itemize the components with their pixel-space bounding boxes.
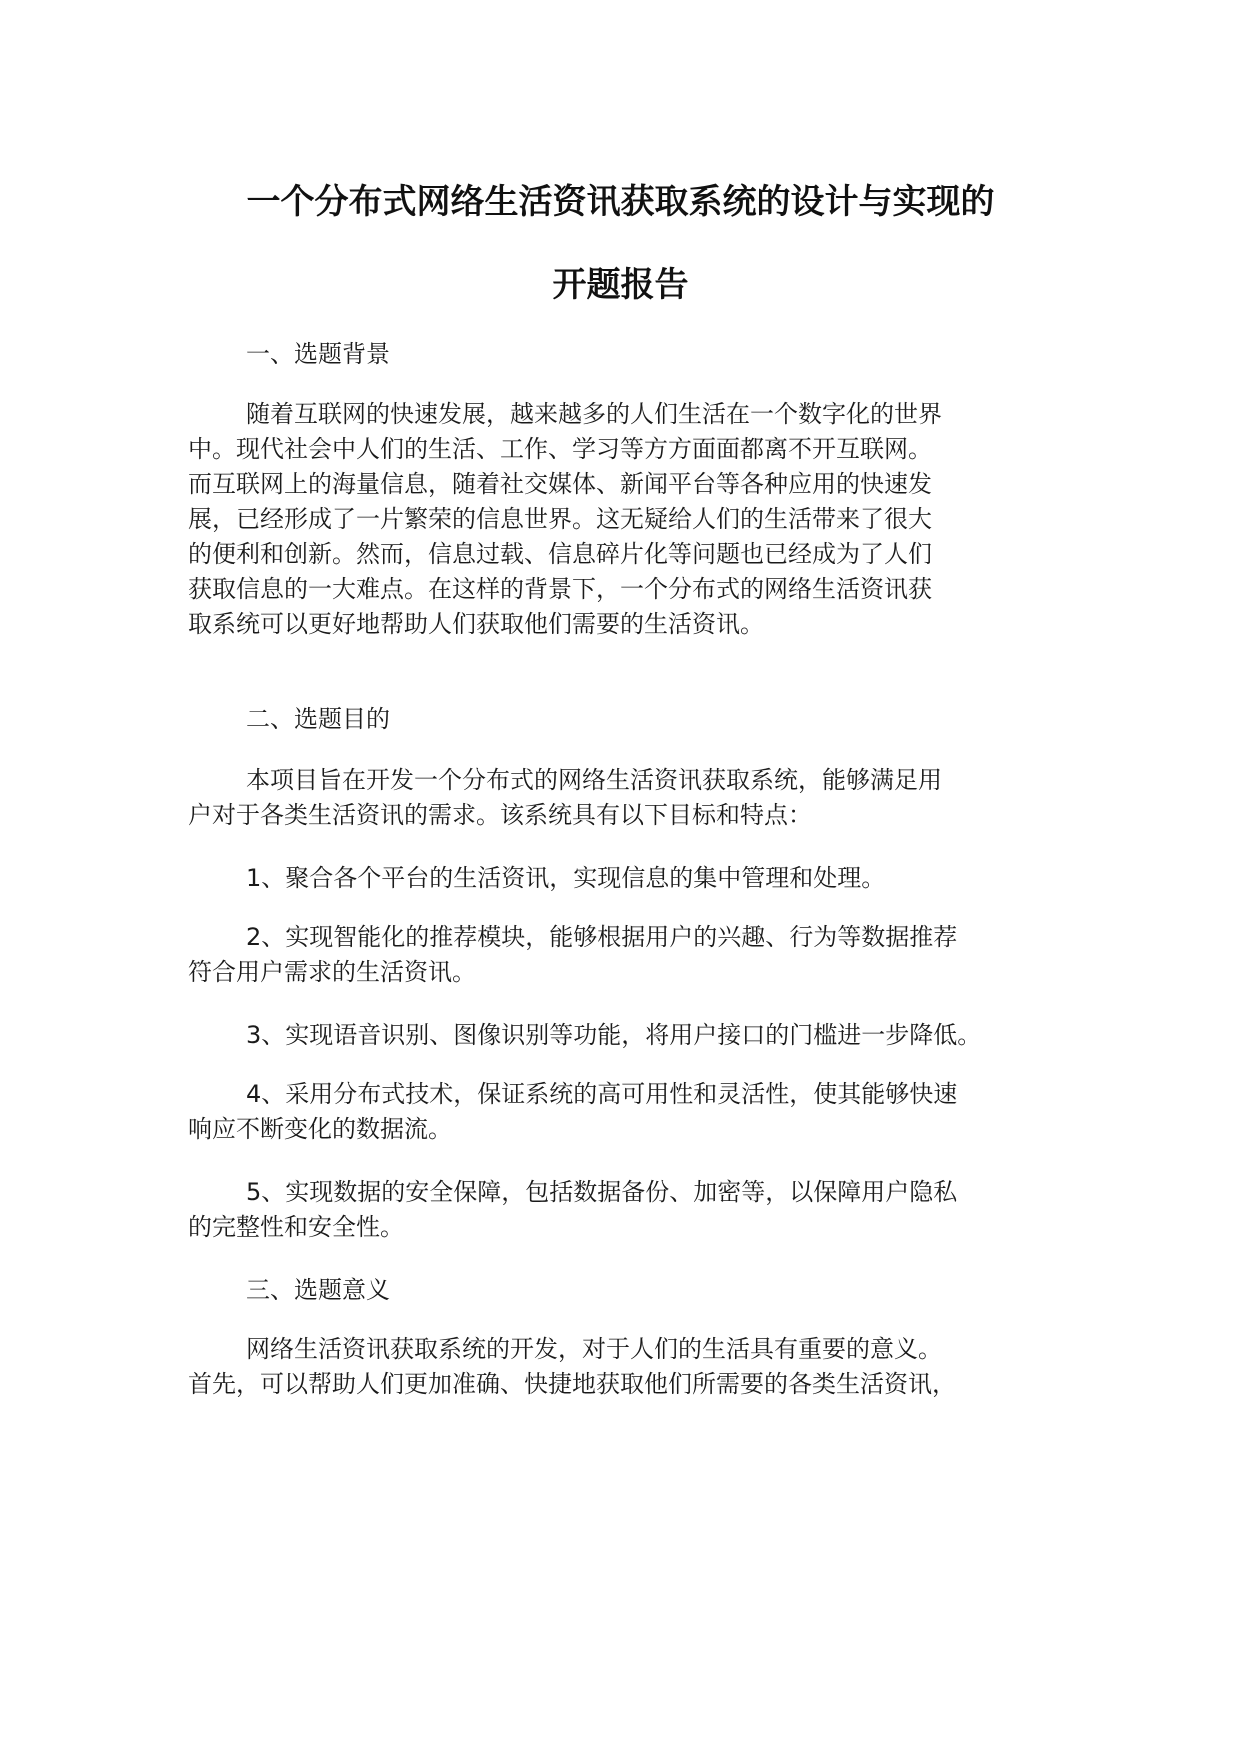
list-item-line: 5、实现数据的安全保障，包括数据备份、加密等，以保障用户隐私 <box>246 1178 958 1206</box>
paragraph-line: 首先，可以帮助人们更加准确、快捷地获取他们所需要的各类生活资讯， <box>188 1370 956 1398</box>
section-heading-purpose: 二、选题目的 <box>246 705 390 733</box>
document-title-line-1: 一个分布式网络生活资讯获取系统的设计与实现的 <box>246 182 995 222</box>
paragraph-background <box>188 397 942 642</box>
list-item-2 <box>188 920 957 990</box>
paragraph-line: 而互联网上的海量信息，随着社交媒体、新闻平台等各种应用的快速发 <box>188 470 932 498</box>
list-item-line: 3、实现语音识别、图像识别等功能，将用户接口的门槛进一步降低。 <box>246 1021 982 1049</box>
paragraph-line: 取系统可以更好地帮助人们获取他们需要的生活资讯。 <box>188 610 764 638</box>
section-heading-significance: 三、选题意义 <box>246 1276 390 1304</box>
paragraph-line: 户对于各类生活资讯的需求。该系统具有以下目标和特点： <box>188 801 812 829</box>
list-item-line: 2、实现智能化的推荐模块，能够根据用户的兴趣、行为等数据推荐 <box>246 923 958 951</box>
paragraph-line: 获取信息的一大难点。在这样的背景下，一个分布式的网络生活资讯获 <box>188 575 932 603</box>
paragraph-purpose-intro <box>188 763 942 833</box>
document-title-line-2: 开题报告 <box>552 265 689 305</box>
list-item-line: 响应不断变化的数据流。 <box>188 1115 452 1143</box>
paragraph-line: 的便利和创新。然而，信息过载、信息碎片化等问题也已经成为了人们 <box>188 540 932 568</box>
list-item-line: 符合用户需求的生活资讯。 <box>188 958 476 986</box>
section-heading-background: 一、选题背景 <box>246 340 390 368</box>
paragraph-line: 随着互联网的快速发展，越来越多的人们生活在一个数字化的世界 <box>246 400 942 428</box>
paragraph-line: 中。现代社会中人们的生活、工作、学习等方方面面都离不开互联网。 <box>188 435 932 463</box>
list-item-4 <box>188 1077 957 1147</box>
list-item-line: 的完整性和安全性。 <box>188 1213 404 1241</box>
list-item-3 <box>188 1018 981 1053</box>
list-item-line: 1、聚合各个平台的生活资讯，实现信息的集中管理和处理。 <box>246 864 886 892</box>
paragraph-line: 本项目旨在开发一个分布式的网络生活资讯获取系统，能够满足用 <box>246 766 942 794</box>
list-item-5 <box>188 1175 957 1245</box>
paragraph-significance <box>188 1332 956 1402</box>
list-item-line: 4、采用分布式技术，保证系统的高可用性和灵活性，使其能够快速 <box>246 1080 958 1108</box>
paragraph-line: 展，已经形成了一片繁荣的信息世界。这无疑给人们的生活带来了很大 <box>188 505 932 533</box>
paragraph-line: 网络生活资讯获取系统的开发，对于人们的生活具有重要的意义。 <box>246 1335 942 1363</box>
list-item-1 <box>188 861 885 896</box>
